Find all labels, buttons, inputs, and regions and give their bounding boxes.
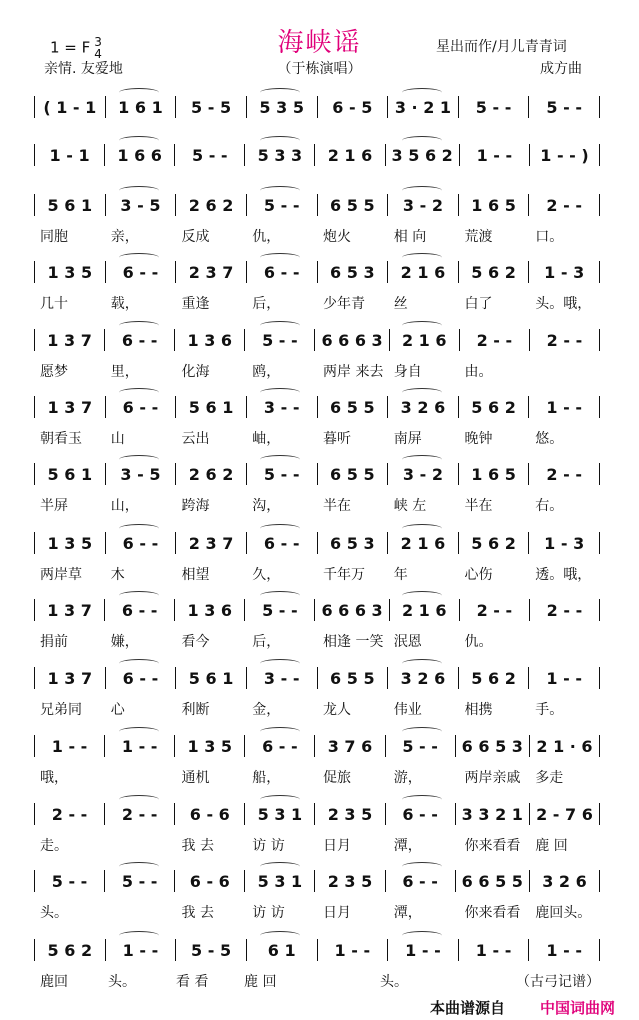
measure: 1 - - [529, 396, 600, 418]
measure: 6 - 6 [175, 803, 245, 825]
measure: 5 6 2 [34, 939, 106, 961]
measure: 5 - 5 [176, 939, 247, 961]
lyric-text: 口。 [535, 229, 564, 245]
song-title: 海峡谣 [277, 28, 362, 58]
measure: 3 2 6 [388, 396, 459, 418]
lyric-text: 访 访 [252, 905, 285, 921]
score-row [34, 92, 600, 122]
lyric-text: 访 访 [252, 838, 285, 854]
score-row [34, 663, 600, 693]
measure: 6 - - [106, 261, 177, 283]
lyric-text: 悠。 [535, 431, 564, 447]
lyric-text: 看 看 [176, 974, 209, 990]
measure: 2 - - [460, 329, 530, 351]
measure: 6 - - [106, 532, 177, 554]
lyric-text: 仇， [252, 229, 281, 245]
lyric-text: 潭， [393, 905, 422, 921]
score-row [34, 459, 600, 489]
lyric-text: 年 [393, 567, 408, 583]
lyric-text [105, 835, 176, 855]
slur-mark [119, 524, 159, 533]
lyric-text: 亲， [110, 229, 139, 245]
measure: 1 - - [318, 939, 389, 961]
slur-mark [402, 253, 442, 262]
slur-mark [119, 795, 159, 804]
slur-mark [119, 321, 159, 330]
measure: 1 - - [105, 735, 175, 757]
measure: 6 - - [386, 803, 456, 825]
lyric-text: 右。 [535, 498, 564, 514]
measure: 1 - - [529, 939, 600, 961]
measure: 2 1 6 [388, 261, 459, 283]
tempo-mood: 亲情. 友爱地 [44, 61, 123, 77]
slur-mark [260, 524, 300, 533]
lyric-text: 鹿 回 [244, 974, 277, 990]
measure: 1 3 5 [175, 735, 245, 757]
lyric-text: 愿梦 [40, 364, 68, 380]
lyric-text: 捐前 [40, 634, 68, 650]
lyric-text: 我 去 [181, 838, 214, 854]
slur-mark [402, 795, 442, 804]
lyric-text [529, 631, 600, 651]
lyric-text: 峡 左 [393, 498, 427, 514]
slur-mark [260, 591, 300, 600]
measure: 3 - - [247, 667, 318, 689]
lyric-text: 反成 [181, 229, 210, 245]
lyric-text: 同胞 [40, 229, 68, 245]
lyric-text: 多走 [535, 770, 564, 786]
lyric-text: 山 [110, 431, 125, 447]
measure: 6 6 5 5 [456, 870, 530, 892]
lyric-text: 里， [110, 364, 139, 380]
measure: 6 5 3 [318, 532, 389, 554]
measure: 3 · 2 1 [388, 96, 459, 118]
measure: 6 5 5 [318, 667, 389, 689]
lyric-text: 半在 [323, 498, 351, 514]
slur-mark [119, 727, 159, 736]
score-row [34, 595, 600, 625]
slur-mark [402, 136, 442, 145]
lyric-text: 山， [110, 498, 139, 514]
lyric-text: 头。 [40, 905, 68, 921]
slur-mark [402, 862, 442, 871]
lyric-text: 久， [252, 567, 281, 583]
measure: 3 2 6 [530, 870, 600, 892]
measure: 6 - - [247, 261, 318, 283]
measure: 2 3 7 [176, 532, 247, 554]
measure: 5 6 2 [459, 532, 530, 554]
measure: 2 - - [529, 194, 600, 216]
lyricist-credit: 星出而作/月儿青青词 [436, 39, 567, 55]
measure: 5 6 2 [459, 261, 530, 283]
lyric-text: 相逢 一笑 [323, 634, 384, 650]
measure: 1 - - [106, 939, 177, 961]
lyric-text: 荒渡 [464, 229, 493, 245]
time-signature-bottom: 4 [94, 47, 102, 61]
lyric-text: 两岸草 [40, 567, 82, 583]
measure: 6 5 5 [318, 194, 389, 216]
lyric-text: 相携 [464, 702, 493, 718]
slur-mark [260, 186, 300, 195]
lyric-text: 后， [252, 296, 281, 312]
measure: 5 3 5 [247, 96, 318, 118]
lyric-text: 通机 [181, 770, 210, 786]
measure: 1 3 5 [34, 261, 106, 283]
measure: 2 - 7 6 [530, 803, 600, 825]
measure: 5 - - [245, 329, 315, 351]
measure: 5 - - [245, 599, 315, 621]
lyric-row [34, 631, 600, 651]
measure: 5 - - [529, 96, 600, 118]
slur-mark [260, 455, 300, 464]
lyric-text: 相 向 [393, 229, 427, 245]
lyric-text [529, 361, 600, 381]
measure: 2 1 6 [315, 144, 385, 166]
lyric-text: 白了 [464, 296, 493, 312]
measure: 2 6 2 [176, 194, 247, 216]
measure: 2 1 6 [388, 532, 459, 554]
lyric-text: 我 去 [181, 905, 214, 921]
score-row [34, 325, 600, 355]
lyric-row [34, 699, 600, 719]
score-row [34, 799, 600, 829]
slur-mark [402, 591, 442, 600]
lyric-text: 半在 [464, 498, 493, 514]
lyric-text: 金， [252, 702, 281, 718]
measure: 6 5 5 [318, 463, 389, 485]
lyric-text: 潭， [393, 838, 422, 854]
measure: 1 6 1 [106, 96, 177, 118]
lyric-row [34, 361, 600, 381]
measure: 6 - 5 [318, 96, 389, 118]
measure: 1 3 7 [34, 329, 105, 351]
slur-mark [119, 455, 159, 464]
measure: 6 - 6 [175, 870, 245, 892]
measure: 2 1 · 6 [530, 735, 600, 757]
measure: 1 3 7 [34, 599, 105, 621]
measure: 3 3 2 1 [456, 803, 530, 825]
slur-mark [260, 321, 300, 330]
slur-mark [402, 321, 442, 330]
measure: 6 1 [247, 939, 318, 961]
lyric-text: 鸥， [252, 364, 281, 380]
lyric-text: 南屏 [393, 431, 422, 447]
measure: 5 - - [175, 144, 245, 166]
measure: 6 - - [105, 329, 175, 351]
measure: 6 5 3 [318, 261, 389, 283]
measure: 2 3 5 [315, 803, 385, 825]
lyric-text: 利断 [181, 702, 210, 718]
slur-mark [402, 455, 442, 464]
measure: 2 - - [34, 803, 105, 825]
measure: 5 6 1 [176, 667, 247, 689]
lyric-text [442, 971, 510, 991]
slur-mark [260, 88, 300, 97]
measure: 1 - - [529, 667, 600, 689]
slur-mark [402, 931, 442, 940]
measure: 5 6 2 [459, 667, 530, 689]
measure: 5 - - [386, 735, 456, 757]
slur-mark [119, 186, 159, 195]
slur-mark [260, 795, 300, 804]
slur-mark [119, 591, 159, 600]
slur-mark [260, 659, 300, 668]
measure: 1 - 1 [34, 144, 105, 166]
measure: 6 - - [106, 667, 177, 689]
measure: 1 - 3 [529, 532, 600, 554]
lyric-row [34, 495, 600, 515]
lyric-text: 化海 [181, 364, 210, 380]
key-label: 1 = F [50, 38, 91, 57]
slur-mark [402, 524, 442, 533]
slur-mark [119, 388, 159, 397]
lyric-text [105, 767, 176, 787]
measure: 2 1 6 [390, 329, 460, 351]
measure: 5 - - [247, 463, 318, 485]
measure: 3 - 5 [106, 194, 177, 216]
lyric-text: 由。 [464, 364, 493, 380]
measure: 1 3 7 [34, 667, 106, 689]
lyric-text: 头。 [108, 974, 136, 990]
lyric-text: 相望 [181, 567, 210, 583]
lyric-text: 头。 [380, 974, 408, 990]
measure: 3 2 6 [388, 667, 459, 689]
slur-mark [260, 136, 300, 145]
lyric-text: 泯恩 [393, 634, 422, 650]
lyric-row [34, 428, 600, 448]
lyric-text: 云出 [181, 431, 210, 447]
measure: 3 - 2 [388, 463, 459, 485]
lyric-text: 嫌， [110, 634, 139, 650]
score-row [34, 140, 600, 170]
lyric-row [34, 971, 600, 991]
lyric-text: 日月 [323, 838, 351, 854]
measure: 3 7 6 [315, 735, 385, 757]
lyric-text: 少年青 [323, 296, 365, 312]
lyric-text: 哦， [40, 770, 68, 786]
slur-mark [119, 136, 159, 145]
measure: 5 3 1 [245, 870, 315, 892]
lyric-text: 身自 [393, 364, 422, 380]
measure: 1 - 3 [529, 261, 600, 283]
time-signature [94, 36, 102, 60]
measure: 2 - - [530, 329, 600, 351]
singer-credit: （于栋演唱） [277, 61, 362, 77]
measure: 6 - - [247, 532, 318, 554]
lyric-text: 跨海 [181, 498, 210, 514]
measure: 2 - - [105, 803, 175, 825]
measure: 6 - - [386, 870, 456, 892]
lyric-row [34, 902, 600, 922]
score-row [34, 935, 600, 965]
key-signature [50, 36, 102, 60]
site-name-link[interactable]: 中国词曲网 [540, 999, 616, 1017]
lyric-text: 朝看玉 [40, 431, 82, 447]
measure: 5 6 1 [34, 463, 106, 485]
measure: ( 1 - 1 [34, 96, 106, 118]
measure: 5 3 1 [245, 803, 315, 825]
lyric-text: 重逢 [181, 296, 210, 312]
lyric-text: 鹿 回 [535, 838, 568, 854]
measure: 1 - - ) [530, 144, 600, 166]
lyric-row [34, 564, 600, 584]
slur-mark [119, 931, 159, 940]
source-label: 本曲谱源自 [430, 999, 506, 1017]
slur-mark [402, 186, 442, 195]
lyric-text: 晚钟 [464, 431, 493, 447]
lyric-text: 几十 [40, 296, 68, 312]
measure: 1 6 5 [459, 463, 530, 485]
measure: 1 - - [388, 939, 459, 961]
measure: 1 - - [459, 939, 530, 961]
score-row [34, 190, 600, 220]
lyric-text: 头。哦， [535, 296, 592, 312]
slur-mark [260, 253, 300, 262]
slur-mark [260, 388, 300, 397]
time-signature-top: 3 [94, 35, 102, 49]
lyric-text [105, 902, 176, 922]
lyric-text: 鹿回头。 [535, 905, 592, 921]
measure: 5 6 1 [34, 194, 106, 216]
lyric-text: 看今 [181, 634, 210, 650]
lyric-text: 手。 [535, 702, 564, 718]
lyric-text: 兄弟同 [40, 702, 82, 718]
lyric-text: 鹿回 [40, 974, 68, 990]
lyric-text: 伟业 [393, 702, 422, 718]
slur-mark [119, 659, 159, 668]
measure: 1 3 7 [34, 396, 106, 418]
measure: 5 3 3 [245, 144, 315, 166]
measure: 1 3 6 [175, 329, 245, 351]
lyric-text: 透。哦， [535, 567, 592, 583]
measure: 5 - - [459, 96, 530, 118]
score-row [34, 392, 600, 422]
measure: 2 3 7 [176, 261, 247, 283]
measure: 6 - - [106, 396, 177, 418]
measure: 3 5 6 2 [386, 144, 460, 166]
slur-mark [260, 931, 300, 940]
score-row [34, 528, 600, 558]
slur-mark [119, 862, 159, 871]
measure: 6 6 5 3 [456, 735, 530, 757]
score-row [34, 866, 600, 896]
lyric-text: 你来看看 [464, 905, 521, 921]
measure: 2 1 6 [390, 599, 460, 621]
measure: 1 3 5 [34, 532, 106, 554]
measure: 5 - - [247, 194, 318, 216]
lyric-text: 龙人 [323, 702, 351, 718]
measure: 2 - - [529, 463, 600, 485]
measure: 5 6 2 [459, 396, 530, 418]
composer-credit: 成方曲 [540, 61, 582, 77]
measure: 2 - - [530, 599, 600, 621]
measure: 1 6 5 [459, 194, 530, 216]
lyric-row [34, 226, 600, 246]
measure: 5 - - [34, 870, 105, 892]
lyric-text: 游， [393, 770, 422, 786]
measure: 3 - - [247, 396, 318, 418]
lyric-text: 半屏 [40, 498, 68, 514]
measure: 6 6 6 3 [315, 599, 389, 621]
measure: 5 - 5 [176, 96, 247, 118]
lyric-text: 日月 [323, 905, 351, 921]
lyric-text: 木 [110, 567, 125, 583]
lyric-text: 沟， [252, 498, 281, 514]
lyric-text [306, 971, 374, 991]
lyric-text: 两岸 来去 [323, 364, 384, 380]
lyric-text: 丝 [393, 296, 408, 312]
lyric-text: 千年万 [323, 567, 365, 583]
lyric-text: 你来看看 [464, 838, 521, 854]
lyric-text: 促旅 [323, 770, 351, 786]
lyric-text: （古弓记谱） [516, 974, 600, 990]
measure: 6 5 5 [318, 396, 389, 418]
slur-mark [119, 253, 159, 262]
measure: 1 - - [460, 144, 530, 166]
lyric-text: 走。 [40, 838, 68, 854]
measure: 3 - 5 [106, 463, 177, 485]
slur-mark [260, 862, 300, 871]
measure: 6 - - [105, 599, 175, 621]
slur-mark [260, 727, 300, 736]
lyric-text: 船， [252, 770, 281, 786]
slur-mark [119, 88, 159, 97]
measure: 5 6 1 [176, 396, 247, 418]
measure: 1 6 6 [105, 144, 175, 166]
lyric-text: 暮听 [323, 431, 351, 447]
slur-mark [402, 659, 442, 668]
measure: 2 - - [460, 599, 530, 621]
measure: 5 - - [105, 870, 175, 892]
measure: 6 - - [245, 735, 315, 757]
score-row [34, 257, 600, 287]
lyric-text: 炮火 [323, 229, 351, 245]
lyric-row [34, 767, 600, 787]
lyric-text: 仇。 [464, 634, 493, 650]
measure: 1 3 6 [175, 599, 245, 621]
slur-mark [402, 388, 442, 397]
measure: 2 6 2 [176, 463, 247, 485]
score-row [34, 731, 600, 761]
lyric-text: 两岸亲戚 [464, 770, 521, 786]
slur-mark [402, 88, 442, 97]
lyric-text: 后， [252, 634, 281, 650]
lyric-text: 岫， [252, 431, 281, 447]
measure: 3 - 2 [388, 194, 459, 216]
lyric-row [34, 835, 600, 855]
lyric-text: 心伤 [464, 567, 493, 583]
slur-mark [402, 727, 442, 736]
lyric-text: 载， [110, 296, 139, 312]
lyric-text: 心 [110, 702, 125, 718]
measure: 1 - - [34, 735, 105, 757]
lyric-row [34, 293, 600, 313]
measure: 6 6 6 3 [315, 329, 389, 351]
measure: 2 3 5 [315, 870, 385, 892]
